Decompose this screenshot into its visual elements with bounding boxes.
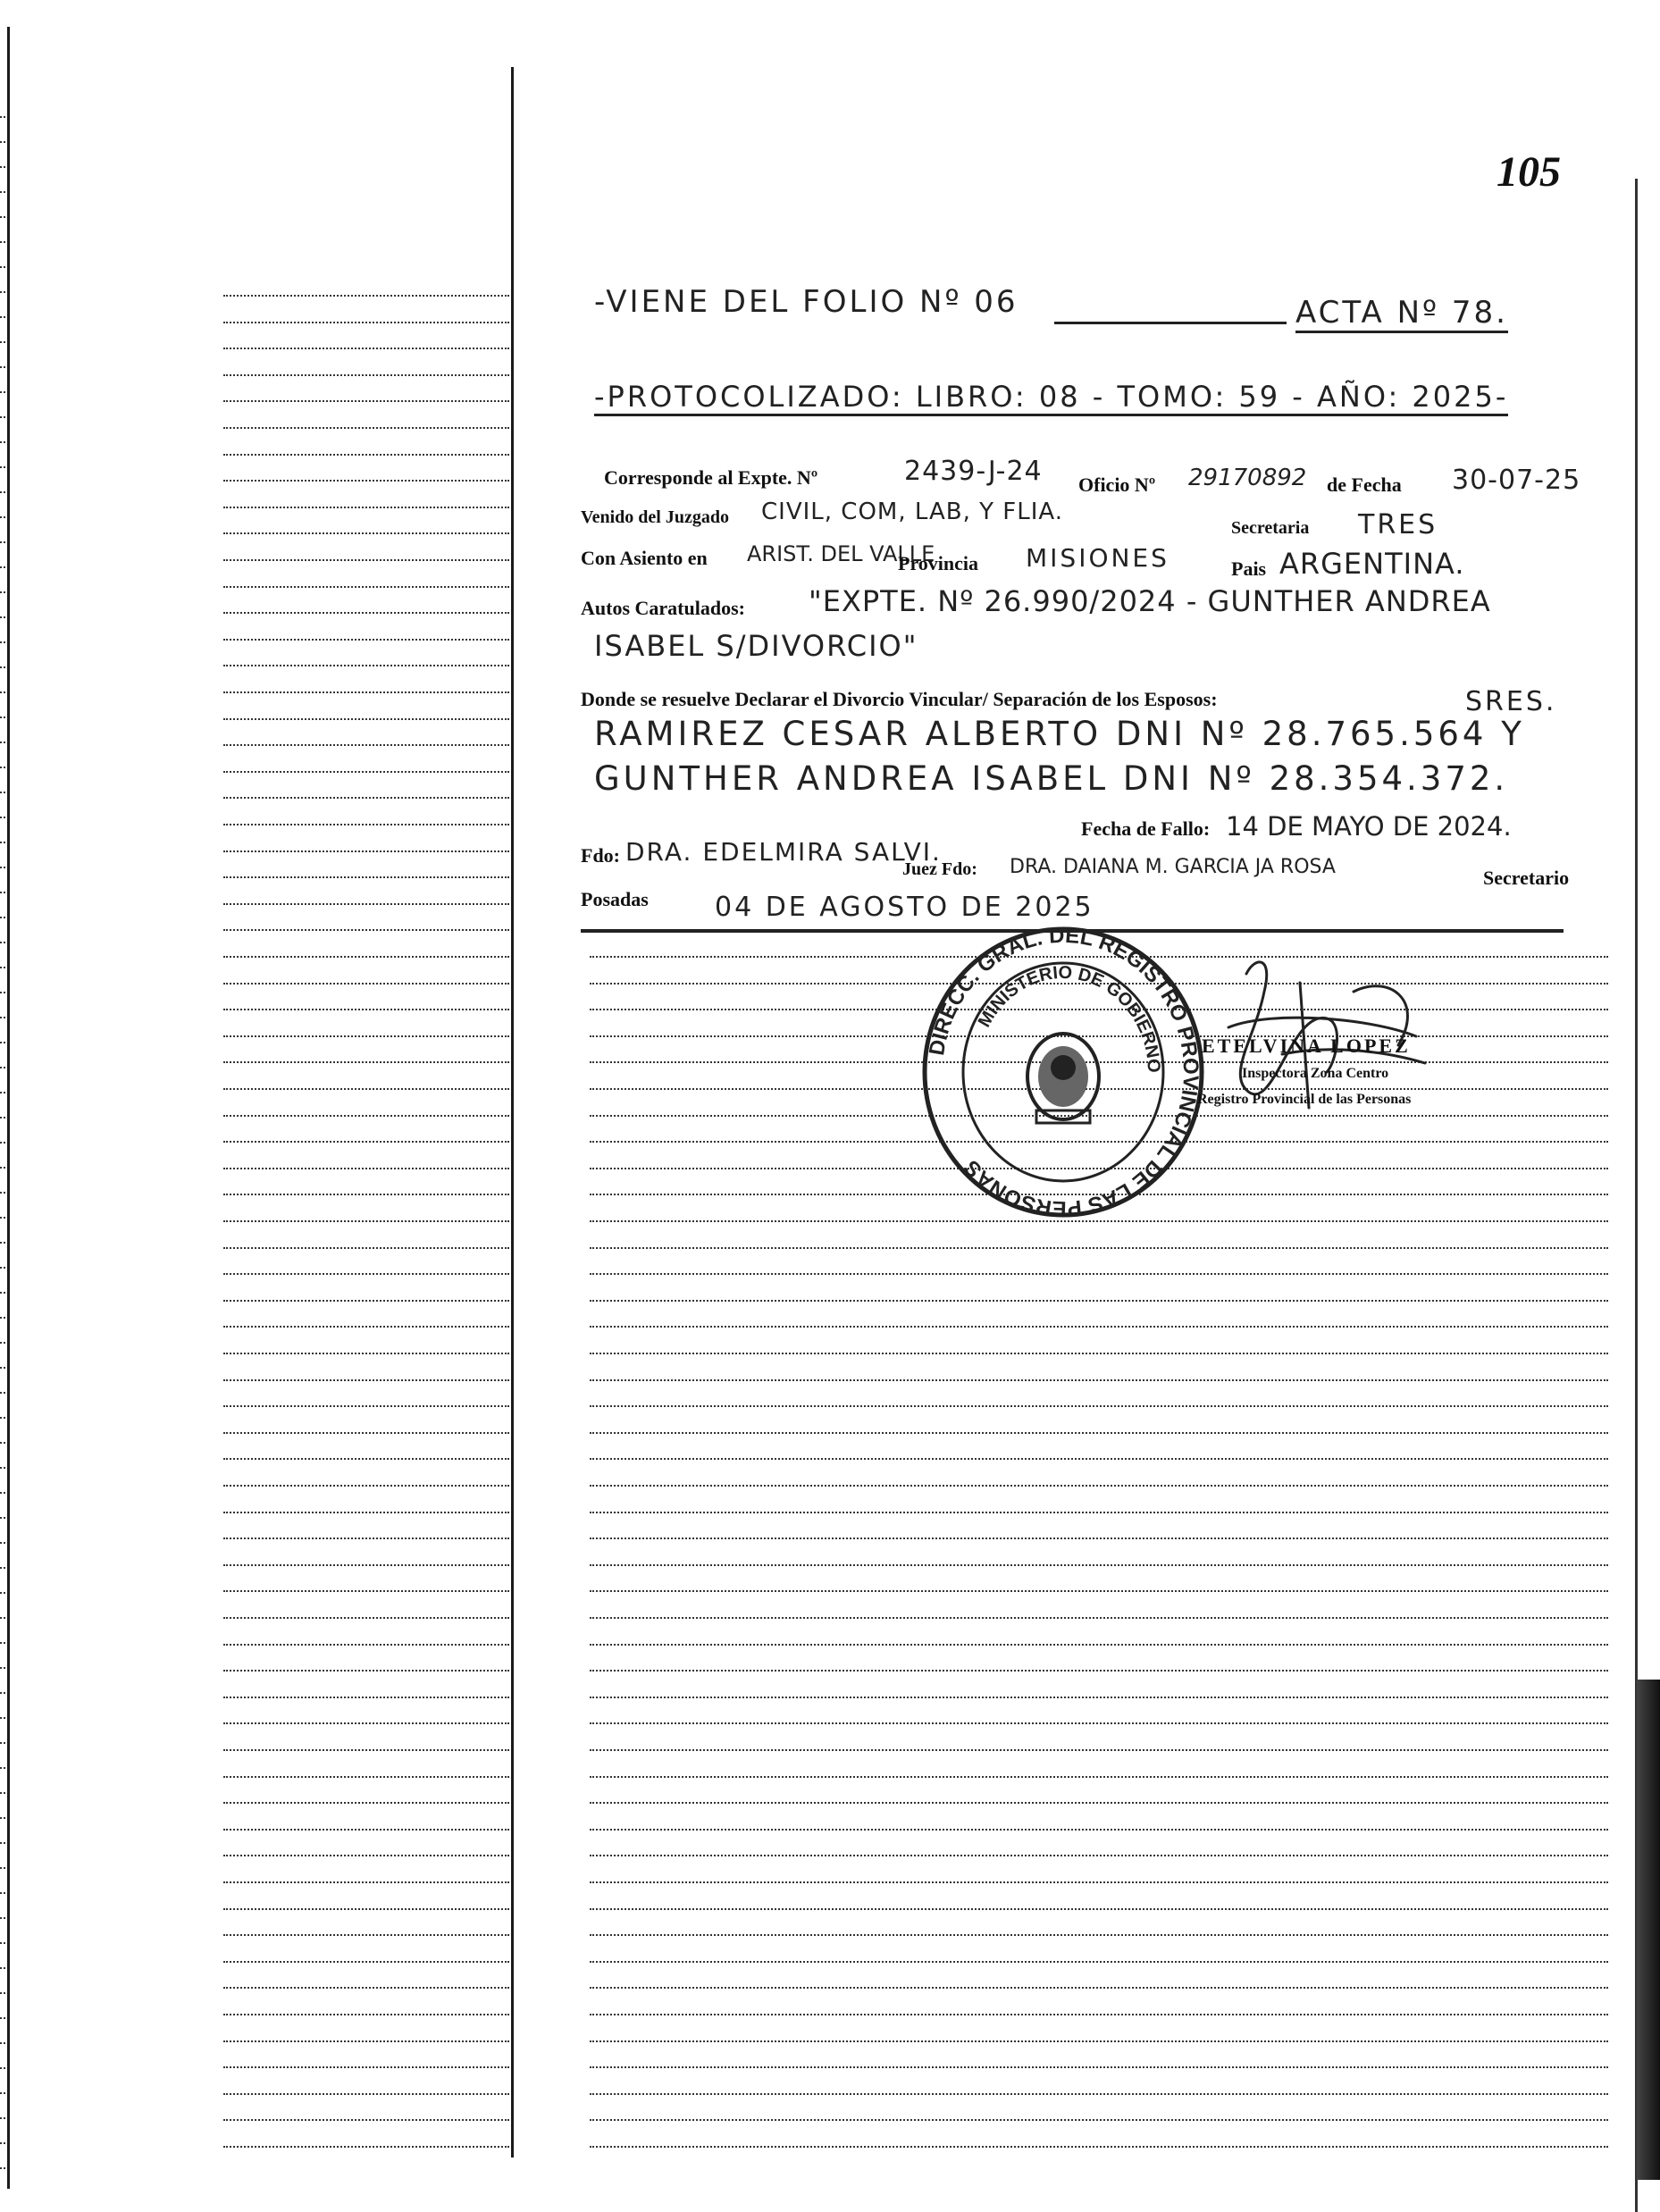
ruling-line — [223, 2040, 509, 2042]
ruling-line — [590, 1722, 1608, 1724]
ruling-line — [223, 824, 509, 825]
ruling-line — [223, 1538, 509, 1539]
ruling-line — [223, 1670, 509, 1672]
ruling-line — [223, 1987, 509, 1989]
ruling-line — [223, 1908, 509, 1910]
ruling-line — [590, 1353, 1608, 1354]
ruling-line — [223, 454, 509, 456]
ruling-line — [590, 1829, 1608, 1831]
ruling-line — [0, 466, 5, 468]
ruling-line — [0, 216, 5, 218]
ruling-line — [223, 1009, 509, 1010]
ruling-line — [0, 1767, 5, 1769]
ruling-line — [0, 2042, 5, 2044]
ruling-line — [0, 1442, 5, 1444]
ruling-line — [0, 1092, 5, 1093]
asiento-value: ARIST. DEL VALLE — [747, 541, 935, 566]
center-column-line — [511, 67, 514, 2158]
ruling-line — [0, 1892, 5, 1894]
ruling-line — [0, 316, 5, 318]
juzgado-value: CIVIL, COM, LAB, Y FLIA. — [761, 499, 1063, 525]
ruling-line — [223, 903, 509, 905]
ruling-line — [0, 1842, 5, 1844]
ruling-line — [590, 1802, 1608, 1804]
ruling-line — [0, 2017, 5, 2019]
ruling-line — [223, 850, 509, 852]
ruling-line — [0, 1292, 5, 1294]
ruling-line — [223, 1829, 509, 1831]
ruling-line — [590, 1300, 1608, 1302]
signature-office: Registro Provincial de las Personas — [1197, 1092, 1412, 1107]
ruling-line — [223, 2146, 509, 2148]
ruling-line — [0, 767, 5, 768]
ruling-line — [223, 797, 509, 799]
ruling-line — [590, 1512, 1608, 1513]
ruling-line — [223, 295, 509, 297]
ruling-line — [223, 1590, 509, 1592]
ruling-line — [0, 1217, 5, 1219]
ruling-line — [0, 1942, 5, 1944]
ruling-line — [223, 1881, 509, 1883]
ruling-line — [590, 1617, 1608, 1619]
ruling-line — [590, 1458, 1608, 1460]
page-number: 105 — [1497, 148, 1561, 196]
ruling-line — [223, 586, 509, 588]
ruling-line — [0, 1642, 5, 1644]
ruling-line — [223, 1115, 509, 1117]
ruling-line — [223, 1485, 509, 1487]
ruling-line — [590, 2093, 1608, 2095]
ruling-line — [590, 2066, 1608, 2068]
ruling-line — [0, 942, 5, 943]
ruling-line — [223, 1802, 509, 1804]
ruling-line — [0, 2117, 5, 2119]
ruling-line — [223, 1247, 509, 1249]
ruling-line — [590, 1590, 1608, 1592]
ruling-line — [0, 616, 5, 618]
ruling-line — [223, 1512, 509, 1513]
ruling-line — [590, 1987, 1608, 1989]
ruling-line — [0, 1067, 5, 1068]
ruling-line — [223, 2066, 509, 2068]
ruling-line — [223, 1035, 509, 1037]
ruling-line — [0, 1467, 5, 1469]
ruling-line — [590, 1485, 1608, 1487]
ruling-line — [0, 266, 5, 268]
fdo2-value: DRA. DAIANA M. GARCIA JA ROSA — [1010, 856, 1336, 878]
expte-value: 2439-J-24 — [904, 456, 1043, 487]
juzgado-label: Venido del Juzgado — [581, 507, 729, 527]
ruling-line — [0, 391, 5, 393]
ruling-line — [0, 1317, 5, 1319]
ruling-line — [0, 116, 5, 118]
ruling-line — [0, 1042, 5, 1043]
fallo-label: Fecha de Fallo: — [1081, 817, 1211, 840]
autos-value-1: "EXPTE. Nº 26.990/2024 - GUNTHER ANDREA — [809, 584, 1491, 618]
ruling-line — [590, 1220, 1608, 1222]
ruling-line — [0, 1792, 5, 1794]
ruling-line — [0, 491, 5, 493]
ruling-line — [223, 1855, 509, 1856]
ruling-line — [590, 1670, 1608, 1672]
ruling-line — [590, 1908, 1608, 1910]
ruling-line — [223, 1458, 509, 1460]
ruling-line — [0, 992, 5, 993]
oficio-label: Oficio Nº — [1078, 473, 1156, 496]
ruling-line — [223, 1326, 509, 1328]
ruling-line — [0, 817, 5, 818]
ruling-line — [0, 366, 5, 368]
ruling-line — [223, 718, 509, 720]
ruling-line — [0, 2142, 5, 2144]
ruling-line — [590, 1934, 1608, 1936]
ruling-line — [223, 2014, 509, 2015]
ruling-line — [223, 1776, 509, 1778]
ruling-line — [223, 1934, 509, 1936]
ruling-line — [223, 1961, 509, 1963]
ruling-line — [0, 341, 5, 343]
ruling-line — [590, 1273, 1608, 1275]
ruling-line — [223, 2119, 509, 2121]
ruling-line — [590, 1644, 1608, 1646]
signature-name: ETELVINA LOPEZ — [1202, 1035, 1411, 1057]
ruling-line — [0, 1117, 5, 1119]
ruling-line — [0, 1992, 5, 1994]
donde-label: Donde se resuelve Declarar el Divorcio Vincular/ Separación de los Esposos: — [581, 688, 1218, 710]
ruling-line — [0, 1342, 5, 1344]
ruling-line — [590, 1326, 1608, 1328]
ruling-line — [223, 1722, 509, 1724]
fdo-label: Fdo: — [581, 844, 620, 867]
ruling-line — [223, 1220, 509, 1222]
ruling-line — [223, 1194, 509, 1195]
ruling-line — [0, 742, 5, 743]
ruling-line — [0, 1192, 5, 1194]
ruling-line — [590, 1881, 1608, 1883]
ruling-line — [223, 956, 509, 958]
juez-label: Juez Fdo: — [902, 859, 977, 879]
heading-line1-rule — [1054, 322, 1287, 324]
ruling-line — [223, 1088, 509, 1090]
official-seal — [920, 925, 1206, 1219]
ruling-line — [223, 374, 509, 376]
secretaria-label: Secretaria — [1231, 518, 1310, 538]
posadas-label: Posadas — [581, 888, 649, 910]
spouse-1: RAMIREZ CESAR ALBERTO DNI Nº 28.765.564 Y — [594, 715, 1525, 753]
ruling-line — [223, 1061, 509, 1063]
ruling-line — [0, 191, 5, 193]
spouse-2: GUNTHER ANDREA ISABEL DNI Nº 28.354.372. — [594, 759, 1509, 798]
ruling-line — [0, 241, 5, 243]
ruling-line — [590, 1379, 1608, 1381]
ruling-line — [223, 1273, 509, 1275]
ruling-line — [0, 541, 5, 543]
ruling-line — [0, 591, 5, 593]
ruling-line — [0, 716, 5, 718]
ruling-line — [0, 641, 5, 643]
ruling-line — [223, 983, 509, 985]
ruling-line — [0, 917, 5, 918]
ruling-line — [223, 1168, 509, 1169]
ruling-line — [0, 1567, 5, 1569]
ruling-line — [0, 1417, 5, 1419]
ruling-line — [0, 967, 5, 968]
donde-value: SRES. — [1465, 686, 1557, 717]
ruling-line — [590, 1538, 1608, 1539]
ruling-line — [0, 291, 5, 293]
ruling-line — [223, 1644, 509, 1646]
ruling-line — [590, 1855, 1608, 1856]
ruling-line — [223, 1141, 509, 1143]
ruling-line — [223, 639, 509, 641]
ruling-line — [0, 1017, 5, 1018]
ruling-line — [0, 166, 5, 168]
ruling-line — [0, 1167, 5, 1169]
ruling-line — [590, 2146, 1608, 2148]
ruling-line — [0, 1592, 5, 1594]
ruling-line — [590, 1564, 1608, 1566]
ruling-line — [590, 2014, 1608, 2015]
ruling-line — [0, 1742, 5, 1744]
ruling-line — [223, 400, 509, 402]
ruling-line — [223, 612, 509, 614]
ruling-line — [223, 929, 509, 931]
ruling-line — [223, 2093, 509, 2095]
ruling-line — [0, 2167, 5, 2169]
seal-outer-text: DIRECC. GRAL. DEL REGISTRO PROVINCIAL DE LAS PERSONAS — [925, 925, 1203, 1219]
seal-coat-of-arms-icon — [1027, 1034, 1099, 1123]
ruling-line — [0, 1392, 5, 1394]
ruling-line — [0, 2067, 5, 2069]
pais-value: ARGENTINA. — [1279, 547, 1465, 581]
signature-role: Inspectora Zona Centro — [1242, 1066, 1389, 1081]
ruling-line — [0, 516, 5, 518]
ruling-line — [590, 1749, 1608, 1751]
ruling-line — [0, 1617, 5, 1619]
ruling-line — [0, 1367, 5, 1369]
ruling-line — [223, 348, 509, 349]
ruling-line — [0, 1867, 5, 1869]
ruling-line — [223, 744, 509, 746]
autos-value-2: ISABEL S/DIVORCIO" — [594, 629, 918, 663]
scan-edge-artifact — [1637, 1680, 1660, 2180]
ruling-line — [0, 1142, 5, 1144]
ruling-line — [0, 1817, 5, 1819]
ruling-line — [590, 2119, 1608, 2121]
ruling-line — [0, 1717, 5, 1719]
ruling-line — [0, 1667, 5, 1669]
ruling-line — [223, 1379, 509, 1381]
ruling-line — [223, 507, 509, 508]
ruling-line — [223, 1697, 509, 1698]
ruling-line — [590, 2040, 1608, 2042]
ruling-line — [0, 416, 5, 418]
ruling-line — [223, 691, 509, 693]
ruling-line — [223, 1564, 509, 1566]
secretaria-value: TRES — [1358, 509, 1438, 540]
ruling-line — [0, 1267, 5, 1269]
ruling-line — [0, 691, 5, 693]
asiento-label: Con Asiento en — [581, 547, 708, 569]
posadas-value: 04 DE AGOSTO DE 2025 — [715, 892, 1094, 923]
oficio-value: 29170892 — [1188, 465, 1307, 491]
ruling-line — [0, 141, 5, 143]
ruling-line — [223, 665, 509, 666]
ruling-line — [223, 771, 509, 773]
fecha-value: 30-07-25 — [1452, 465, 1581, 496]
ruling-line — [223, 1300, 509, 1302]
ruling-line — [223, 1432, 509, 1434]
provincia-value: MISIONES — [1026, 543, 1170, 573]
ruling-line — [223, 1353, 509, 1354]
ruling-line — [590, 1961, 1608, 1963]
ruling-line — [590, 1405, 1608, 1407]
fallo-value: 14 DE MAYO DE 2024. — [1226, 811, 1512, 842]
ruling-line — [590, 1697, 1608, 1698]
ruling-line — [590, 1247, 1608, 1249]
autos-label: Autos Caratulados: — [581, 597, 745, 619]
ruling-line — [0, 566, 5, 568]
ruling-line — [0, 892, 5, 893]
seal-inner-text: MINISTERIO DE GOBIERNO — [974, 962, 1164, 1074]
ruling-line — [0, 1517, 5, 1519]
expte-label: Corresponde al Expte. Nº — [604, 466, 818, 489]
ruling-line — [0, 842, 5, 843]
ruling-line — [223, 876, 509, 878]
fdo-value: DRA. EDELMIRA SALVI. — [625, 837, 942, 867]
heading-line1-left: -VIENE DEL FOLIO Nº 06 — [594, 284, 1019, 320]
ruling-line — [0, 2092, 5, 2094]
ruling-line — [223, 322, 509, 323]
heading-line1-right: ACTA Nº 78. — [1295, 295, 1508, 333]
ruling-line — [590, 1432, 1608, 1434]
pais-label: Pais — [1231, 557, 1267, 580]
ruling-line — [0, 1692, 5, 1694]
ruling-line — [0, 1542, 5, 1544]
ruling-line — [223, 480, 509, 482]
ruling-line — [0, 441, 5, 443]
ruling-line — [223, 532, 509, 534]
ruling-line — [0, 1492, 5, 1494]
ruling-line — [0, 792, 5, 793]
ruling-line — [0, 1967, 5, 1969]
ruling-line — [223, 1405, 509, 1407]
ruling-line — [0, 867, 5, 868]
ruling-line — [0, 666, 5, 668]
ruling-line — [223, 1617, 509, 1619]
ruling-line — [223, 1749, 509, 1751]
fecha-label: de Fecha — [1327, 473, 1402, 496]
secretario-label: Secretario — [1483, 867, 1570, 889]
ruling-line — [0, 1242, 5, 1244]
ruling-line — [590, 1776, 1608, 1778]
provincia-label: Provincia — [898, 552, 979, 574]
ruling-line — [223, 427, 509, 429]
ruling-line — [0, 1917, 5, 1919]
heading-line2: -PROTOCOLIZADO: LIBRO: 08 - TOMO: 59 - AÑO: 2025- — [594, 380, 1508, 416]
ruling-line — [223, 559, 509, 561]
left-margin-line — [7, 27, 10, 2189]
